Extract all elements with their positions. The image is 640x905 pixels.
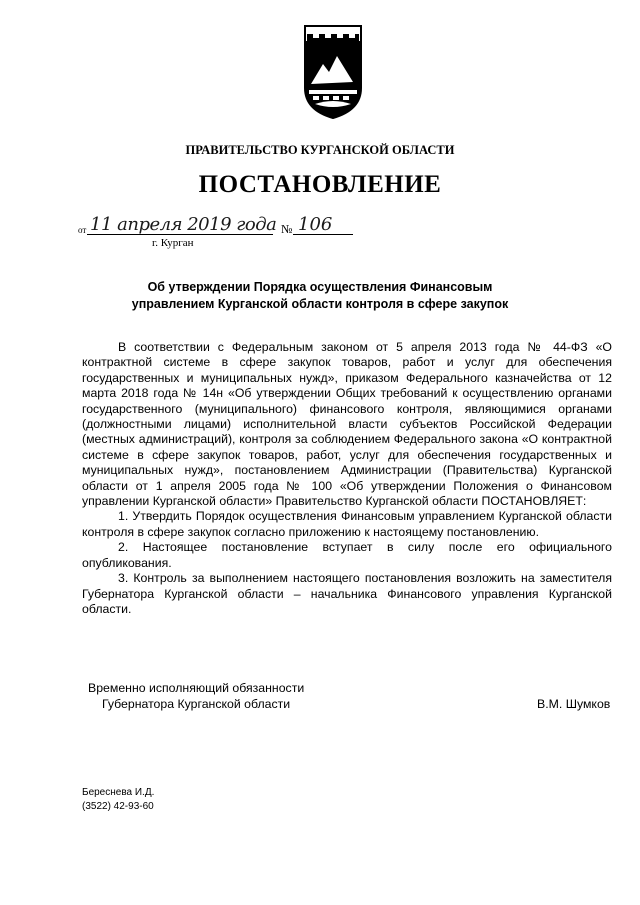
signatory-name: В.М. Шумков — [537, 697, 611, 711]
list-item: 3. Контроль за выполнением настоящего постановления возложить на заместителя Губернатора Курганской области – начальника Финансового управления Курганской области. — [82, 571, 612, 616]
document-type-title: ПОСТАНОВЛЕНИЕ — [198, 171, 442, 198]
signatory-position — [88, 680, 304, 712]
executor-phone: (3522) 42-93-60 — [82, 801, 154, 812]
position-line-1: Временно исполняющий обязанности — [88, 681, 305, 695]
handwritten-date: 11 апреля 2019 года — [90, 214, 277, 235]
date-prefix: от — [78, 225, 87, 235]
executor-name: Береснева И.Д. — [82, 787, 155, 798]
date-number-line — [78, 214, 378, 264]
document-body — [82, 340, 612, 617]
number-sign: № — [281, 222, 293, 236]
city: г. Курган — [152, 237, 194, 249]
coat-of-arms-emblem — [301, 24, 365, 120]
list-item: 1. Утвердить Порядок осуществления Финансовым управлением Курганской области контроля в сфере закупок согласно приложению к настоящему постановлению. — [82, 509, 612, 539]
position-line-2: Губернатора Курганской области — [102, 697, 291, 711]
date-underline — [87, 234, 273, 235]
preamble-paragraph: В соответствии с Федеральным законом от 5 апреля 2013 года № 44-ФЗ «О контрактной системе в сфере закупок товаров, работ и услуг для обеспечения государственных и муниципальных нужд», приказом Федерального казначейства от 12 марта 2018 года № 14н «Об утверждении Общих требований к осуществлению органами государственного (муниципального) финансового контроля, являющимися органами (должностными лицами) исполнительной власти субъектов Российской Федерации (местных администраций), контроля за соблюдением Федерального закона «О контрактной системе в сфере закупок товаров, работ, услуг для обеспечения государственных и муниципальных нужд», постановлением Администрации (Правительства) Курганской области от 1 апреля 2005 года № 100 «Об утверждении Положения о Финансовом управлении Курганской области» Правительство Курганской области ПОСТАНОВЛЯЕТ: — [82, 340, 612, 509]
handwritten-number: 106 — [298, 214, 333, 235]
issuing-authority: ПРАВИТЕЛЬСТВО КУРГАНСКОЙ ОБЛАСТИ — [185, 143, 455, 157]
number-underline — [293, 234, 353, 235]
executor-info — [82, 786, 154, 814]
document-subject: Об утверждении Порядка осуществления Финансовым управлением Курганской области контроля в сфере закупок — [131, 280, 509, 311]
list-item: 2. Настоящее постановление вступает в силу после его официального опубликования. — [82, 540, 612, 570]
